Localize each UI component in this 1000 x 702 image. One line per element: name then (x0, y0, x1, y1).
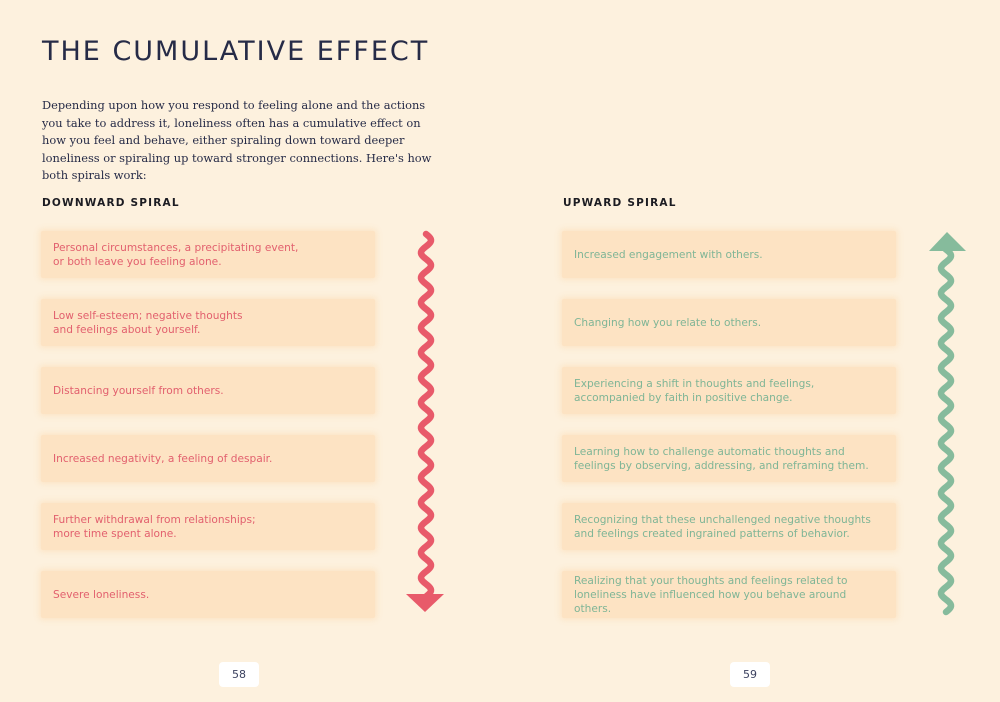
upward-step-4-text: Learning how to challenge automatic thoughts and feelings by observing, addressing, and reframing them. (574, 445, 869, 472)
downward-step-2-text: Low self-esteem; negative thoughts and feelings about yourself. (53, 309, 243, 336)
intro-paragraph: Depending upon how you respond to feeling alone and the actions you take to address it, loneliness often has a cumulative effect on how you feel and behave, either spiraling down toward deeper loneliness or spiraling up toward stronger connections. Here's how both spirals work: (42, 98, 432, 182)
downward-step-5-text: Further withdrawal from relationships; more time spent alone. (53, 513, 256, 540)
downward-spiral-heading: DOWNWARD SPIRAL (42, 197, 180, 209)
wavy-down-arrow-icon (406, 234, 444, 612)
upward-spiral-heading: UPWARD SPIRAL (563, 197, 677, 209)
page-number-right: 59 (730, 662, 770, 687)
upward-step-1-text: Increased engagement with others. (574, 248, 763, 261)
page-number-left: 58 (219, 662, 259, 687)
page-title: THE CUMULATIVE EFFECT (42, 36, 430, 67)
upward-step-5-text: Recognizing that these unchallenged negative thoughts and feelings created ingrained patterns of behavior. (574, 513, 871, 540)
upward-step-3-text: Experiencing a shift in thoughts and feelings, accompanied by faith in positive change. (574, 377, 815, 404)
downward-step-4-text: Increased negativity, a feeling of despair. (53, 452, 273, 465)
downward-step-6-text: Severe loneliness. (53, 588, 150, 601)
downward-step-3-text: Distancing yourself from others. (53, 384, 224, 397)
downward-step-1-text: Personal circumstances, a precipitating event, or both leave you feeling alone. (53, 241, 299, 268)
wavy-up-arrow-icon (929, 232, 966, 612)
upward-step-2-text: Changing how you relate to others. (574, 316, 762, 329)
upward-step-6-text: Realizing that your thoughts and feelings related to loneliness have influenced how you behave around others. (574, 574, 848, 615)
